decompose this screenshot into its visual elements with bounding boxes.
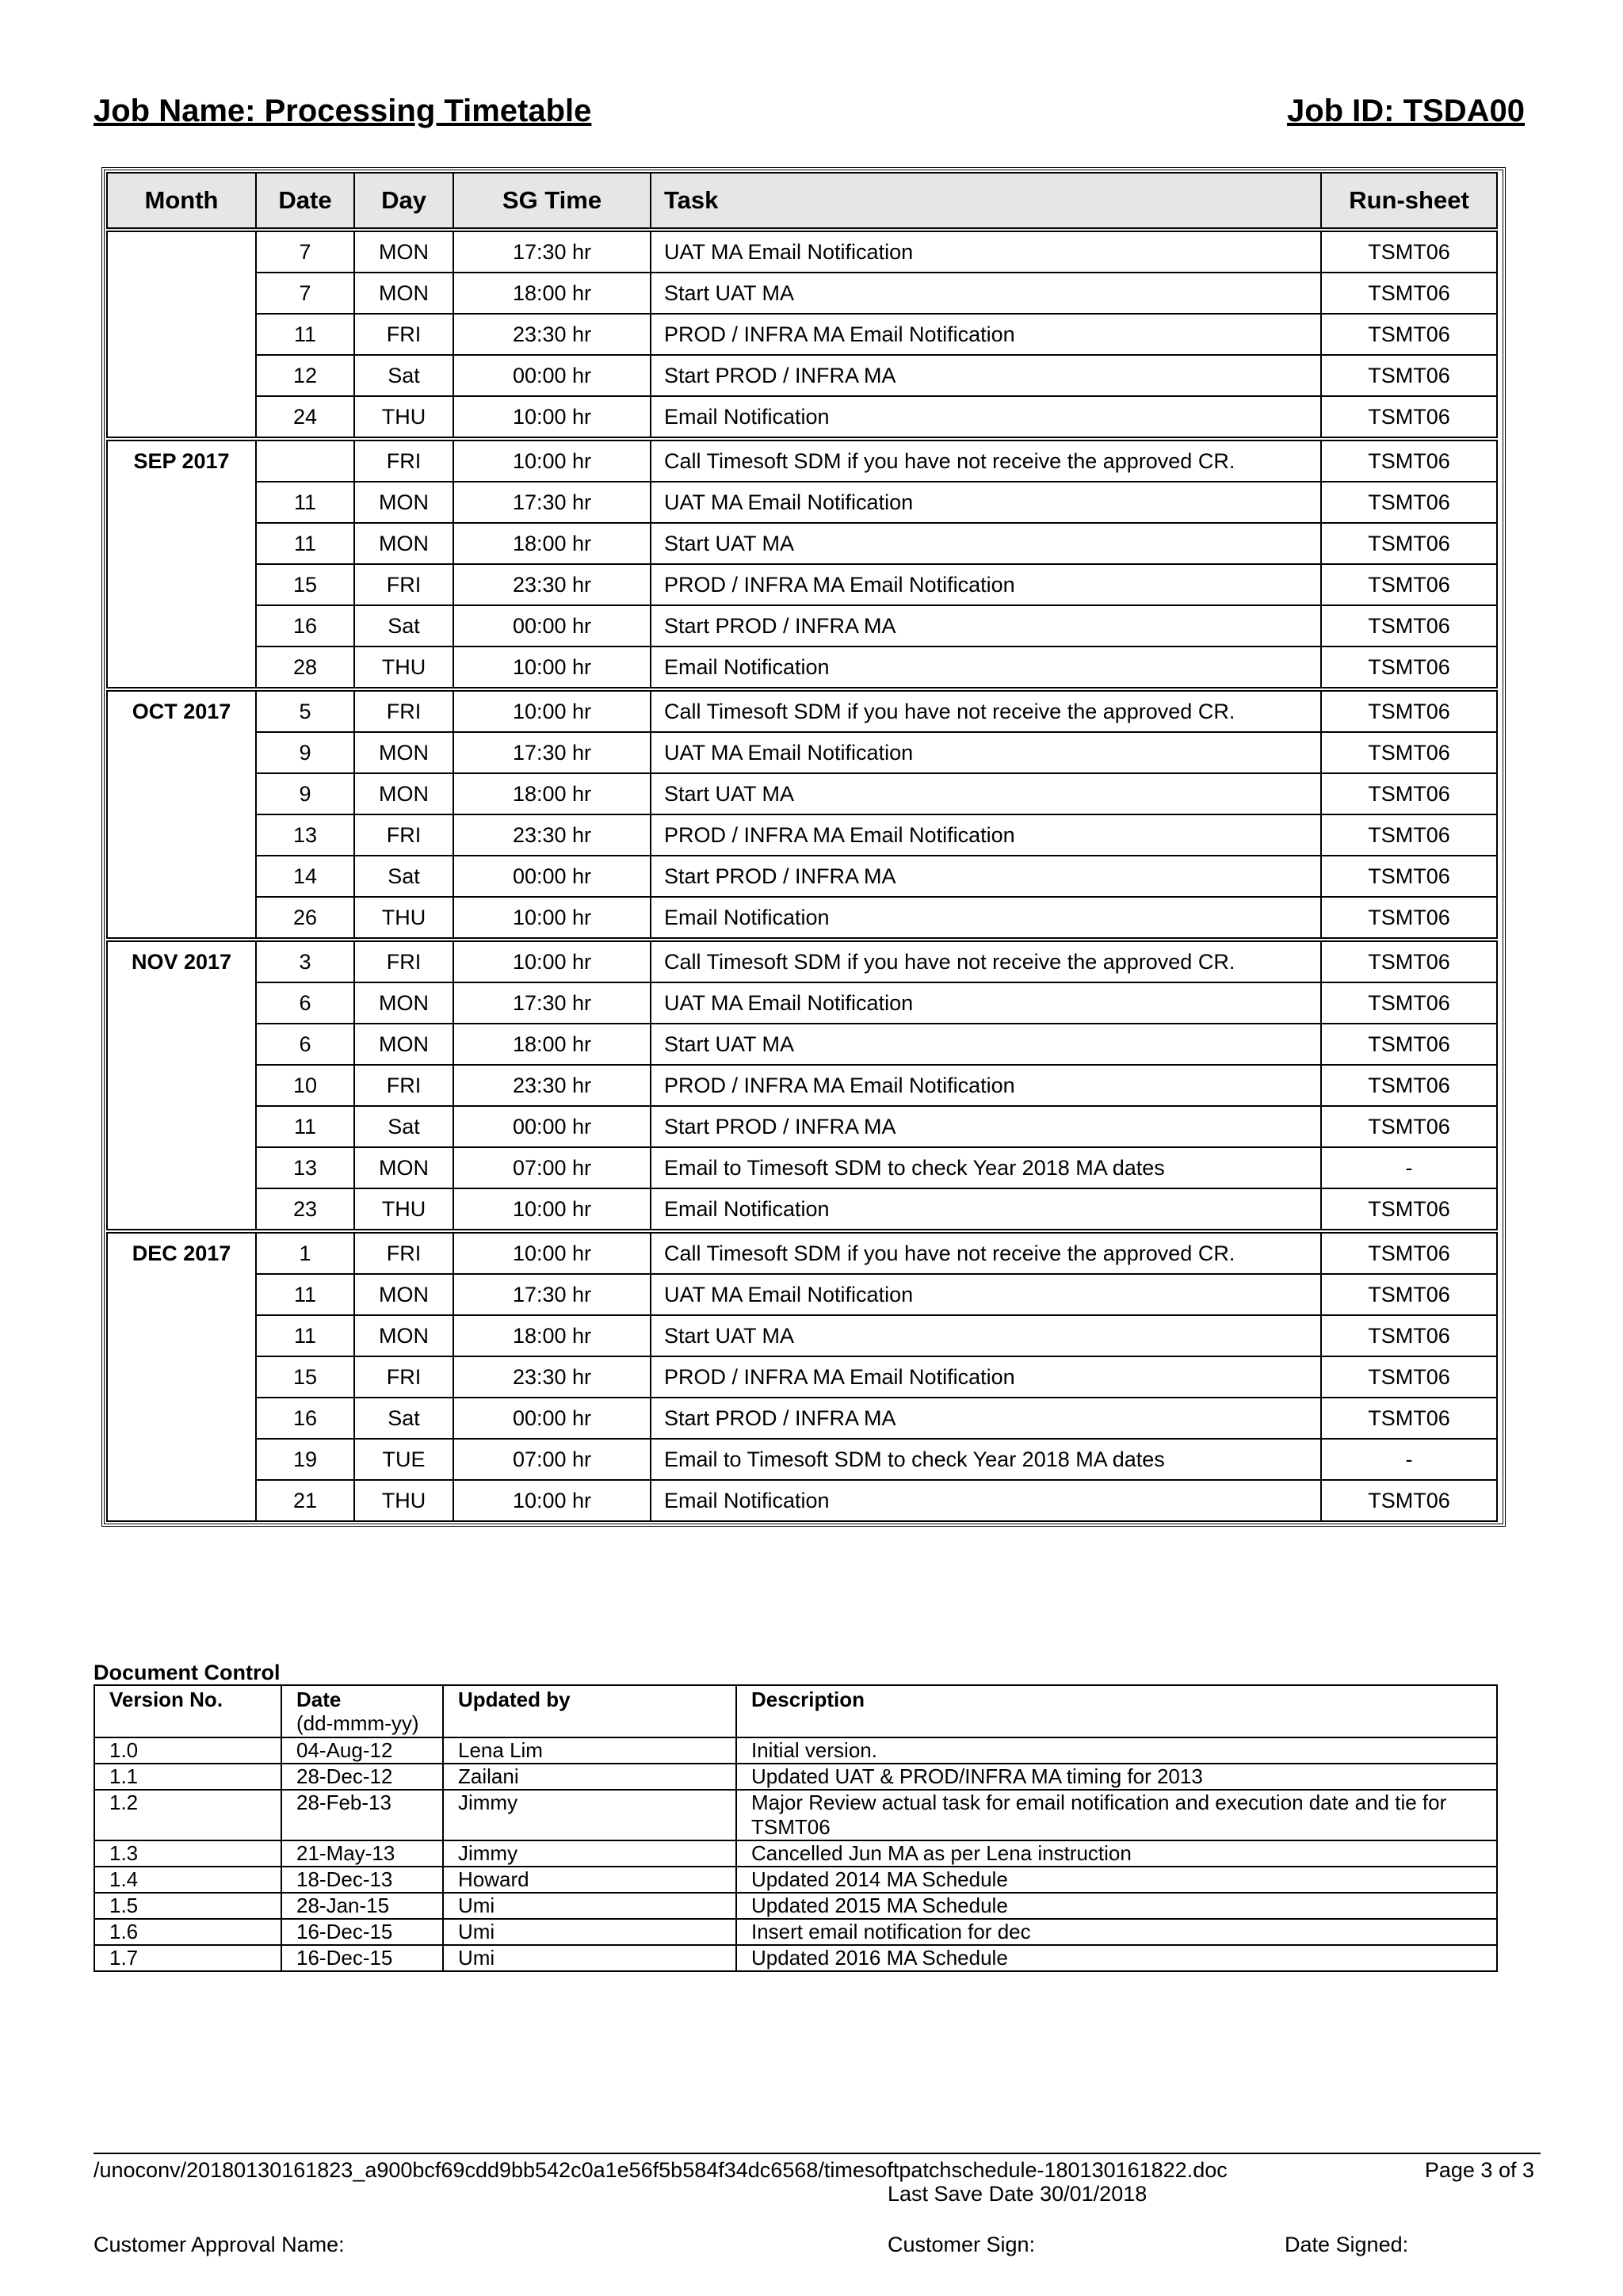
column-header-sg-time: SG Time: [453, 173, 651, 230]
table-row: [107, 230, 1497, 273]
task-cell: Start PROD / INFRA MA: [651, 1398, 1321, 1439]
table-row: [107, 1147, 1497, 1188]
processing-timetable: [106, 172, 1498, 1522]
dc-updated-by-cell: Howard: [443, 1867, 736, 1893]
day-cell: MON: [354, 523, 453, 564]
date-cell: 11: [256, 1315, 354, 1356]
day-cell: FRI: [354, 564, 453, 605]
sg-time-cell: 17:30 hr: [453, 482, 651, 523]
dc-description-cell: Updated UAT & PROD/INFRA MA timing for 2013: [736, 1764, 1497, 1790]
day-cell: THU: [354, 1480, 453, 1521]
task-cell: UAT MA Email Notification: [651, 982, 1321, 1024]
task-cell: Start UAT MA: [651, 773, 1321, 814]
day-cell: Sat: [354, 355, 453, 396]
sg-time-cell: 10:00 hr: [453, 689, 651, 732]
day-cell: FRI: [354, 439, 453, 482]
date-cell: 21: [256, 1480, 354, 1521]
footer-page-number: Page 3 of 3: [1424, 2158, 1534, 2182]
run-sheet-cell: TSMT06: [1321, 1106, 1497, 1147]
date-cell: 3: [256, 940, 354, 982]
dc-header-date-label: Date: [296, 1688, 342, 1711]
table-row: [107, 1065, 1497, 1106]
run-sheet-cell: TSMT06: [1321, 564, 1497, 605]
dc-header-date: [281, 1685, 443, 1737]
dc-version-cell: 1.2: [94, 1790, 281, 1840]
date-cell: 15: [256, 564, 354, 605]
run-sheet-cell: TSMT06: [1321, 1398, 1497, 1439]
run-sheet-cell: TSMT06: [1321, 732, 1497, 773]
sg-time-cell: 17:30 hr: [453, 230, 651, 273]
date-cell: 23: [256, 1188, 354, 1231]
dc-updated-by-cell: Lena Lim: [443, 1737, 736, 1764]
table-row: [94, 1764, 1497, 1790]
dc-version-cell: 1.1: [94, 1764, 281, 1790]
date-cell: 13: [256, 1147, 354, 1188]
date-cell: 11: [256, 1274, 354, 1315]
table-row: [107, 689, 1497, 732]
dc-date-cell: 21-May-13: [281, 1840, 443, 1867]
sg-time-cell: 18:00 hr: [453, 1024, 651, 1065]
column-header-run-sheet: Run-sheet: [1321, 173, 1497, 230]
run-sheet-cell: TSMT06: [1321, 1188, 1497, 1231]
run-sheet-cell: TSMT06: [1321, 773, 1497, 814]
date-cell: 11: [256, 314, 354, 355]
sg-time-cell: 17:30 hr: [453, 732, 651, 773]
table-row: [107, 523, 1497, 564]
date-cell: 7: [256, 230, 354, 273]
day-cell: MON: [354, 230, 453, 273]
task-cell: PROD / INFRA MA Email Notification: [651, 1356, 1321, 1398]
day-cell: MON: [354, 1024, 453, 1065]
task-cell: Start UAT MA: [651, 523, 1321, 564]
table-row: [107, 1188, 1497, 1231]
table-row: [107, 1315, 1497, 1356]
run-sheet-cell: TSMT06: [1321, 1356, 1497, 1398]
date-cell: 15: [256, 1356, 354, 1398]
dc-description-cell: Updated 2016 MA Schedule: [736, 1945, 1497, 1971]
day-cell: FRI: [354, 314, 453, 355]
run-sheet-cell: TSMT06: [1321, 1231, 1497, 1274]
dc-version-cell: 1.4: [94, 1867, 281, 1893]
day-cell: FRI: [354, 1356, 453, 1398]
footer-date-signed: Date Signed:: [1285, 2233, 1409, 2256]
day-cell: MON: [354, 1274, 453, 1315]
month-cell: OCT 2017: [107, 689, 256, 940]
table-row: [107, 1231, 1497, 1274]
sg-time-cell: 18:00 hr: [453, 273, 651, 314]
day-cell: TUE: [354, 1439, 453, 1480]
table-row: [107, 1398, 1497, 1439]
date-cell: 9: [256, 773, 354, 814]
dc-date-cell: 16-Dec-15: [281, 1945, 443, 1971]
task-cell: UAT MA Email Notification: [651, 732, 1321, 773]
task-cell: Start UAT MA: [651, 1024, 1321, 1065]
job-name-title: Job Name: Processing Timetable: [94, 93, 592, 128]
sg-time-cell: 10:00 hr: [453, 897, 651, 940]
day-cell: MON: [354, 732, 453, 773]
date-cell: 6: [256, 1024, 354, 1065]
task-cell: Call Timesoft SDM if you have not receive the approved CR.: [651, 439, 1321, 482]
day-cell: MON: [354, 982, 453, 1024]
table-row: [107, 273, 1497, 314]
sg-time-cell: 17:30 hr: [453, 1274, 651, 1315]
month-cell: SEP 2017: [107, 439, 256, 689]
dc-version-cell: 1.6: [94, 1919, 281, 1945]
day-cell: Sat: [354, 1106, 453, 1147]
timetable-header-row: [107, 173, 1497, 230]
table-row: [107, 1480, 1497, 1521]
sg-time-cell: 23:30 hr: [453, 814, 651, 856]
dc-description-cell: Updated 2015 MA Schedule: [736, 1893, 1497, 1919]
task-cell: Start UAT MA: [651, 1315, 1321, 1356]
run-sheet-cell: TSMT06: [1321, 1480, 1497, 1521]
day-cell: Sat: [354, 605, 453, 646]
footer-divider: [94, 2153, 1541, 2154]
column-header-task: Task: [651, 173, 1321, 230]
day-cell: FRI: [354, 1231, 453, 1274]
table-row: [107, 897, 1497, 940]
table-row: [94, 1737, 1497, 1764]
dc-version-cell: 1.3: [94, 1840, 281, 1867]
run-sheet-cell: TSMT06: [1321, 314, 1497, 355]
table-row: [94, 1790, 1497, 1840]
dc-description-cell: Updated 2014 MA Schedule: [736, 1867, 1497, 1893]
task-cell: Start PROD / INFRA MA: [651, 355, 1321, 396]
dc-updated-by-cell: Zailani: [443, 1764, 736, 1790]
dc-description-cell: Initial version.: [736, 1737, 1497, 1764]
document-control: [94, 1661, 1496, 1972]
date-cell: 13: [256, 814, 354, 856]
footer-customer-approval-name: Customer Approval Name:: [94, 2233, 345, 2256]
column-header-month: Month: [107, 173, 256, 230]
task-cell: Start PROD / INFRA MA: [651, 856, 1321, 897]
dc-date-cell: 28-Feb-13: [281, 1790, 443, 1840]
day-cell: Sat: [354, 1398, 453, 1439]
task-cell: Email to Timesoft SDM to check Year 2018 MA dates: [651, 1439, 1321, 1480]
dc-date-cell: 28-Dec-12: [281, 1764, 443, 1790]
sg-time-cell: 23:30 hr: [453, 314, 651, 355]
date-cell: 24: [256, 396, 354, 439]
day-cell: THU: [354, 1188, 453, 1231]
sg-time-cell: 17:30 hr: [453, 982, 651, 1024]
dc-updated-by-cell: Umi: [443, 1945, 736, 1971]
task-cell: PROD / INFRA MA Email Notification: [651, 814, 1321, 856]
timetable-body: [107, 230, 1497, 1521]
date-cell: 26: [256, 897, 354, 940]
task-cell: UAT MA Email Notification: [651, 482, 1321, 523]
table-row: [107, 605, 1497, 646]
document-control-table: [94, 1684, 1498, 1972]
run-sheet-cell: TSMT06: [1321, 940, 1497, 982]
table-row: [107, 814, 1497, 856]
dc-date-cell: 04-Aug-12: [281, 1737, 443, 1764]
day-cell: THU: [354, 897, 453, 940]
dc-date-cell: 18-Dec-13: [281, 1867, 443, 1893]
table-row: [107, 1106, 1497, 1147]
sg-time-cell: 10:00 hr: [453, 1188, 651, 1231]
task-cell: PROD / INFRA MA Email Notification: [651, 1065, 1321, 1106]
footer-customer-sign: Customer Sign:: [888, 2233, 1036, 2256]
document-control-title: Document Control: [94, 1661, 281, 1684]
dc-updated-by-cell: Jimmy: [443, 1840, 736, 1867]
sg-time-cell: 07:00 hr: [453, 1147, 651, 1188]
day-cell: FRI: [354, 814, 453, 856]
table-row: [107, 355, 1497, 396]
date-cell: 5: [256, 689, 354, 732]
day-cell: MON: [354, 482, 453, 523]
table-row: [107, 314, 1497, 355]
day-cell: THU: [354, 396, 453, 439]
task-cell: PROD / INFRA MA Email Notification: [651, 314, 1321, 355]
run-sheet-cell: TSMT06: [1321, 1024, 1497, 1065]
day-cell: MON: [354, 273, 453, 314]
task-cell: Call Timesoft SDM if you have not receive the approved CR.: [651, 940, 1321, 982]
column-header-day: Day: [354, 173, 453, 230]
task-cell: Start PROD / INFRA MA: [651, 1106, 1321, 1147]
run-sheet-cell: TSMT06: [1321, 897, 1497, 940]
day-cell: MON: [354, 1147, 453, 1188]
table-row: [107, 1274, 1497, 1315]
sg-time-cell: 00:00 hr: [453, 1106, 651, 1147]
date-cell: 28: [256, 646, 354, 689]
date-cell: 16: [256, 605, 354, 646]
table-row: [94, 1945, 1497, 1971]
table-row: [107, 732, 1497, 773]
task-cell: PROD / INFRA MA Email Notification: [651, 564, 1321, 605]
date-cell: [256, 439, 354, 482]
sg-time-cell: 18:00 hr: [453, 1315, 651, 1356]
date-cell: 14: [256, 856, 354, 897]
run-sheet-cell: TSMT06: [1321, 814, 1497, 856]
day-cell: Sat: [354, 856, 453, 897]
day-cell: FRI: [354, 940, 453, 982]
task-cell: UAT MA Email Notification: [651, 1274, 1321, 1315]
document-control-body: [94, 1737, 1497, 1971]
dc-version-cell: 1.5: [94, 1893, 281, 1919]
task-cell: Email Notification: [651, 1480, 1321, 1521]
sg-time-cell: 10:00 hr: [453, 940, 651, 982]
run-sheet-cell: TSMT06: [1321, 482, 1497, 523]
run-sheet-cell: TSMT06: [1321, 605, 1497, 646]
task-cell: Start PROD / INFRA MA: [651, 605, 1321, 646]
table-row: [107, 856, 1497, 897]
sg-time-cell: 23:30 hr: [453, 1356, 651, 1398]
run-sheet-cell: TSMT06: [1321, 1274, 1497, 1315]
month-cell: DEC 2017: [107, 1231, 256, 1521]
day-cell: FRI: [354, 689, 453, 732]
dc-description-cell: Insert email notification for dec: [736, 1919, 1497, 1945]
sg-time-cell: 07:00 hr: [453, 1439, 651, 1480]
dc-updated-by-cell: Umi: [443, 1919, 736, 1945]
column-header-date: Date: [256, 173, 354, 230]
table-row: [107, 1024, 1497, 1065]
sg-time-cell: 23:30 hr: [453, 1065, 651, 1106]
sg-time-cell: 18:00 hr: [453, 773, 651, 814]
run-sheet-cell: TSMT06: [1321, 355, 1497, 396]
day-cell: THU: [354, 646, 453, 689]
dc-date-cell: 16-Dec-15: [281, 1919, 443, 1945]
table-row: [107, 482, 1497, 523]
day-cell: FRI: [354, 1065, 453, 1106]
table-row: [107, 396, 1497, 439]
table-row: [94, 1919, 1497, 1945]
date-cell: 19: [256, 1439, 354, 1480]
dc-version-cell: 1.0: [94, 1737, 281, 1764]
job-id-title: Job ID: TSDA00: [1286, 93, 1525, 128]
dc-description-cell: Major Review actual task for email notification and execution date and tie for TSMT06: [736, 1790, 1497, 1840]
run-sheet-cell: TSMT06: [1321, 523, 1497, 564]
date-cell: 11: [256, 1106, 354, 1147]
table-row: [107, 940, 1497, 982]
document-control-header-row: [94, 1685, 1497, 1737]
table-row: [107, 1439, 1497, 1480]
timetable-frame: [101, 167, 1506, 1527]
run-sheet-cell: TSMT06: [1321, 982, 1497, 1024]
day-cell: MON: [354, 1315, 453, 1356]
sg-time-cell: 00:00 hr: [453, 1398, 651, 1439]
run-sheet-cell: TSMT06: [1321, 396, 1497, 439]
sg-time-cell: 18:00 hr: [453, 523, 651, 564]
sg-time-cell: 23:30 hr: [453, 564, 651, 605]
dc-date-cell: 28-Jan-15: [281, 1893, 443, 1919]
task-cell: Call Timesoft SDM if you have not receive the approved CR.: [651, 1231, 1321, 1274]
date-cell: 10: [256, 1065, 354, 1106]
table-row: [94, 1893, 1497, 1919]
dc-header-version: Version No.: [94, 1685, 281, 1737]
run-sheet-cell: TSMT06: [1321, 689, 1497, 732]
task-cell: UAT MA Email Notification: [651, 230, 1321, 273]
day-cell: MON: [354, 773, 453, 814]
run-sheet-cell: TSMT06: [1321, 1065, 1497, 1106]
dc-version-cell: 1.7: [94, 1945, 281, 1971]
task-cell: Start UAT MA: [651, 273, 1321, 314]
table-row: [94, 1840, 1497, 1867]
date-cell: 11: [256, 482, 354, 523]
date-cell: 11: [256, 523, 354, 564]
date-cell: 9: [256, 732, 354, 773]
task-cell: Email Notification: [651, 897, 1321, 940]
run-sheet-cell: TSMT06: [1321, 230, 1497, 273]
run-sheet-cell: -: [1321, 1147, 1497, 1188]
run-sheet-cell: TSMT06: [1321, 856, 1497, 897]
sg-time-cell: 10:00 hr: [453, 1480, 651, 1521]
sg-time-cell: 10:00 hr: [453, 439, 651, 482]
table-row: [107, 564, 1497, 605]
sg-time-cell: 10:00 hr: [453, 1231, 651, 1274]
task-cell: Email to Timesoft SDM to check Year 2018 MA dates: [651, 1147, 1321, 1188]
date-cell: 1: [256, 1231, 354, 1274]
task-cell: Email Notification: [651, 1188, 1321, 1231]
sg-time-cell: 00:00 hr: [453, 355, 651, 396]
dc-updated-by-cell: Jimmy: [443, 1790, 736, 1840]
task-cell: Email Notification: [651, 396, 1321, 439]
run-sheet-cell: TSMT06: [1321, 273, 1497, 314]
date-cell: 6: [256, 982, 354, 1024]
task-cell: Call Timesoft SDM if you have not receive the approved CR.: [651, 689, 1321, 732]
table-row: [107, 1356, 1497, 1398]
date-cell: 16: [256, 1398, 354, 1439]
table-row: [107, 982, 1497, 1024]
table-row: [107, 646, 1497, 689]
month-cell: [107, 230, 256, 439]
dc-header-description: Description: [736, 1685, 1497, 1737]
table-row: [94, 1867, 1497, 1893]
date-cell: 12: [256, 355, 354, 396]
dc-header-updated-by: Updated by: [443, 1685, 736, 1737]
footer-last-save-date: Last Save Date 30/01/2018: [888, 2182, 1148, 2206]
run-sheet-cell: TSMT06: [1321, 646, 1497, 689]
dc-description-cell: Cancelled Jun MA as per Lena instruction: [736, 1840, 1497, 1867]
table-row: [107, 773, 1497, 814]
page-header: [94, 93, 1525, 141]
run-sheet-cell: TSMT06: [1321, 1315, 1497, 1356]
table-row: [107, 439, 1497, 482]
run-sheet-cell: TSMT06: [1321, 439, 1497, 482]
sg-time-cell: 00:00 hr: [453, 856, 651, 897]
sg-time-cell: 00:00 hr: [453, 605, 651, 646]
sg-time-cell: 10:00 hr: [453, 646, 651, 689]
footer-file-path: /unoconv/20180130161823_a900bcf69cdd9bb542c0a1e56f5b584f34dc6568/timesoftpatchschedule-180130161822.doc: [94, 2158, 1228, 2182]
task-cell: Email Notification: [651, 646, 1321, 689]
sg-time-cell: 10:00 hr: [453, 396, 651, 439]
run-sheet-cell: -: [1321, 1439, 1497, 1480]
dc-header-date-format: (dd-mmm-yy): [296, 1711, 419, 1735]
date-cell: 7: [256, 273, 354, 314]
month-cell: NOV 2017: [107, 940, 256, 1231]
dc-updated-by-cell: Umi: [443, 1893, 736, 1919]
